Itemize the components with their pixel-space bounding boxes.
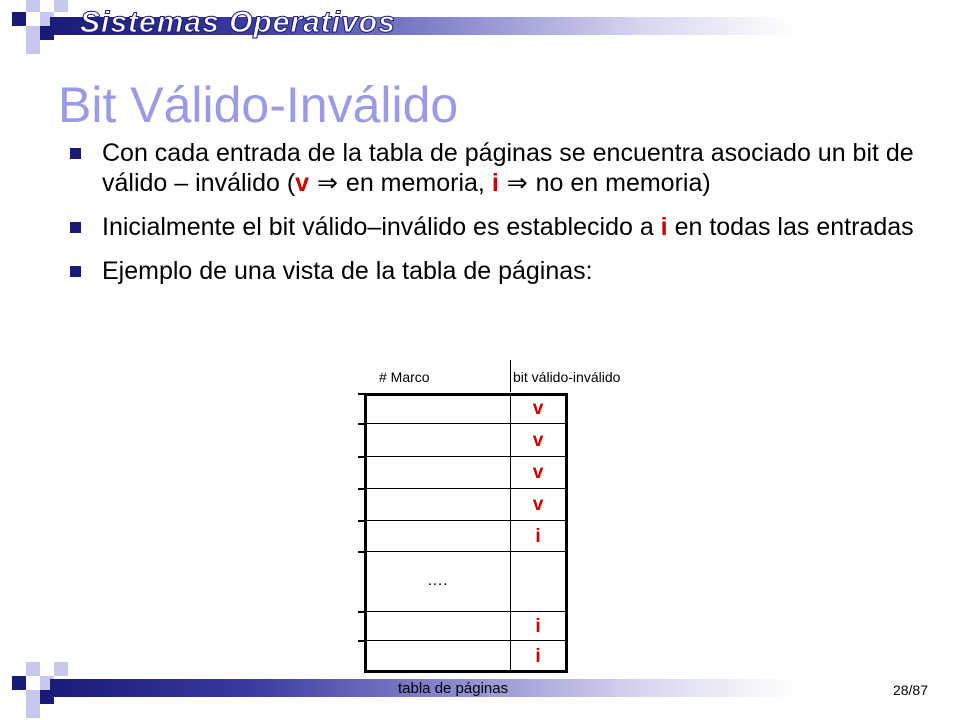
invalid-flag: i — [491, 169, 499, 197]
bullet-list — [70, 138, 940, 300]
slide-title: Bit Válido-Inválido — [58, 77, 459, 133]
bullet-text: en memoria, — [345, 169, 492, 197]
bullet-text: no en memoria) — [535, 169, 711, 197]
page-number: 28/87 — [892, 682, 928, 698]
column-header-valid-bit: bit válido-inválido — [513, 369, 621, 385]
row-divider — [367, 423, 565, 424]
ellipsis-marker: …. — [427, 572, 448, 589]
row-divider — [367, 520, 565, 521]
valid-bit-cell: v — [532, 462, 544, 483]
deco-square — [26, 40, 40, 54]
valid-bit-cell: i — [535, 646, 541, 667]
deco-square — [12, 676, 26, 690]
bullet-square-icon — [70, 148, 81, 159]
table-caption: tabla de páginas — [398, 680, 509, 697]
deco-square — [26, 690, 40, 704]
bullet-item — [70, 256, 940, 286]
valid-bit-cell: v — [532, 398, 544, 419]
deco-square — [26, 704, 40, 718]
implies-arrow: ⇒ — [498, 168, 536, 197]
deco-square — [54, 0, 68, 12]
bullet-text: Con cada entrada de la tabla de páginas se encuentra asociado un bit de válido – inválido ( — [102, 139, 914, 197]
valid-bit-cell: v — [532, 430, 544, 451]
deco-square — [54, 662, 68, 676]
valid-flag: v — [295, 169, 310, 197]
invalid-flag: i — [660, 213, 668, 241]
row-divider — [367, 456, 565, 457]
row-divider — [367, 640, 565, 641]
column-header-frame: # Marco — [379, 369, 430, 385]
implies-arrow: ⇒ — [309, 168, 346, 197]
bullet-text: Ejemplo de una vista de la tabla de páginas: — [102, 257, 593, 285]
bullet-square-icon — [70, 266, 81, 277]
bullet-square-icon — [70, 222, 81, 233]
row-divider — [367, 551, 565, 552]
page-table — [364, 393, 568, 673]
deco-square — [12, 12, 26, 26]
bullet-text: Inicialmente el bit válido–inválido es establecido a — [102, 213, 661, 241]
deco-square — [26, 662, 40, 676]
deco-square — [26, 0, 40, 12]
valid-bit-cell: i — [535, 526, 541, 547]
row-divider — [367, 488, 565, 489]
bullet-item — [70, 212, 940, 242]
course-banner: Sistemas Operativos — [80, 6, 396, 39]
header-divider — [510, 360, 511, 392]
valid-bit-cell: v — [532, 494, 544, 515]
row-divider — [367, 611, 565, 612]
bullet-text: en todas las entradas — [667, 213, 914, 241]
bullet-item — [70, 138, 940, 198]
deco-square — [26, 26, 40, 40]
valid-bit-cell: i — [535, 616, 541, 637]
